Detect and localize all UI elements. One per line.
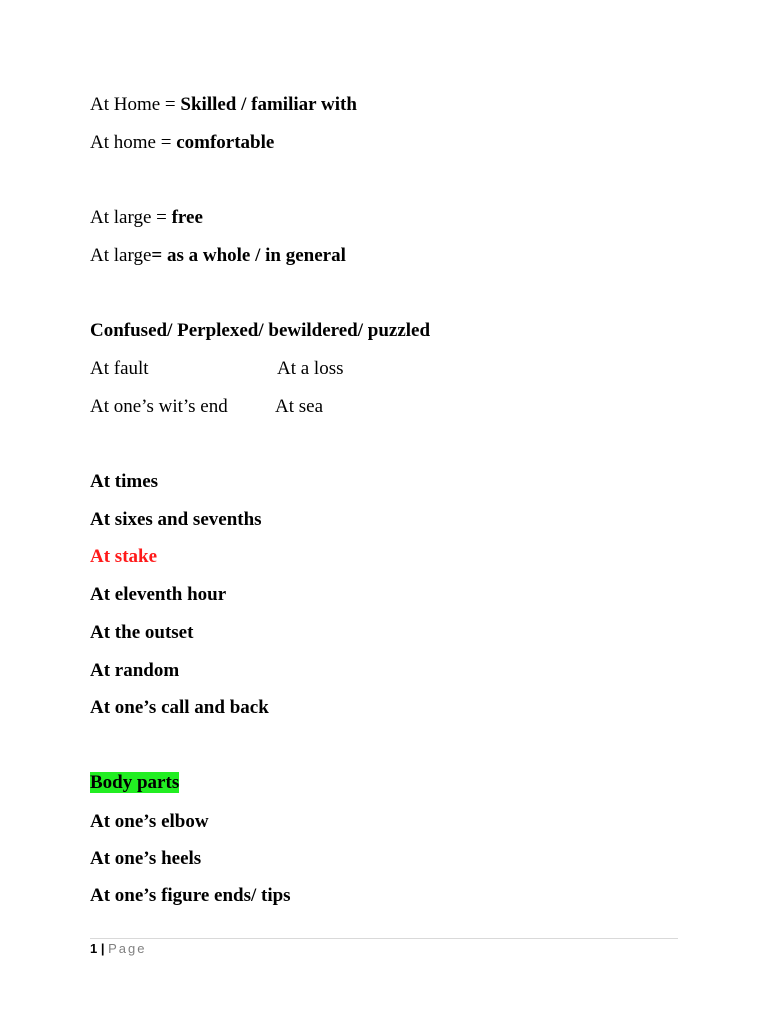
phrase-at-stake: At stake — [90, 546, 158, 567]
line-at-home-comfortable — [90, 131, 274, 155]
meaning: Skilled / familiar with — [180, 94, 357, 115]
footer-divider — [90, 938, 678, 939]
phrase-elbow: At one’s elbow — [90, 811, 209, 832]
heading-body-parts — [90, 771, 179, 795]
heading-confused: Confused/ Perplexed/ bewildered/ puzzled — [90, 320, 431, 341]
phrase-at-times: At times — [90, 471, 159, 492]
page-label: Page — [108, 941, 147, 956]
phrase-eleventh-hour: At eleventh hour — [90, 584, 227, 605]
line-wits-end-row — [90, 395, 490, 419]
phrase: At Home = — [90, 94, 181, 115]
phrase-at-sixes: At sixes and sevenths — [90, 509, 262, 530]
phrase-heels: At one’s heels — [90, 848, 202, 869]
phrase-call-and-back: At one’s call and back — [90, 697, 269, 718]
phrase: At large = — [90, 207, 172, 228]
phrase-right: At sea — [275, 396, 324, 417]
line-at-large-free — [90, 206, 203, 230]
phrase-at-random: At random — [90, 660, 180, 681]
meaning: free — [171, 207, 203, 228]
phrase-left: At fault — [90, 358, 149, 379]
line-at-large-general — [90, 244, 346, 268]
line-at-home-skilled — [90, 93, 357, 117]
page-number: 1 — [90, 941, 98, 956]
footer-separator: | — [100, 941, 105, 956]
phrase-right: At a loss — [277, 358, 344, 379]
phrase: At home = — [90, 132, 177, 153]
meaning: = as a whole / in general — [151, 245, 346, 266]
line-at-fault-row — [90, 357, 490, 381]
highlighted-heading: Body parts — [90, 772, 180, 793]
phrase: At large — [90, 245, 152, 266]
page-footer — [90, 940, 147, 958]
phrase-the-outset: At the outset — [90, 622, 194, 643]
phrase-left: At one’s wit’s end — [90, 396, 228, 417]
meaning: comfortable — [176, 132, 275, 153]
phrase-figure-ends: At one’s figure ends/ tips — [90, 885, 291, 906]
